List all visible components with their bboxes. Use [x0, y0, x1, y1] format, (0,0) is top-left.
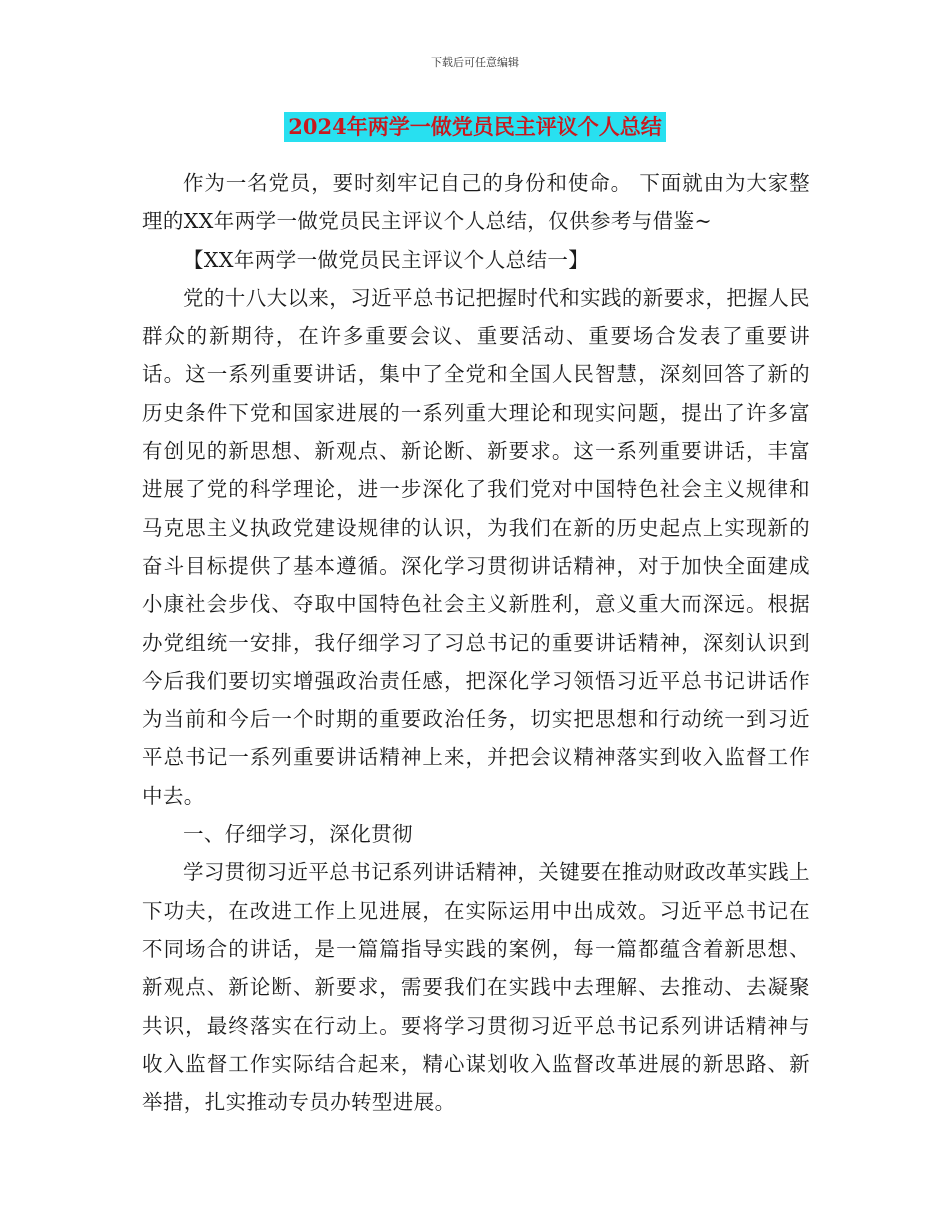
section-heading-1: 【XX年两学一做党员民主评议个人总结一】 — [183, 247, 590, 272]
document-body — [142, 164, 810, 1121]
body-paragraph: 党的十八大以来，习近平总书记把握时代和实践的新要求，把握人民群众的新期待，在许多重要会议、重要活动、重要场合发表了重要讲话。这一系列重要讲话，集中了全党和全国人民智慧，深刻回答了新的历史条件下党和国家进展的一系列重大理论和现实问题，提出了许多富有创见的新思想、新观点、新论断、新要求。这一系列重要讲话，丰富进展了党的科学理论，进一步深化了我们党对中国特色社会主义规律和马克思主义执政党建设规律的认识，为我们在新的历史起点上实现新的奋斗目标提供了基本遵循。深化学习贯彻讲话精神，对于加快全面建成小康社会步伐、夺取中国特色社会主义新胜利，意义重大而深远。根据办党组统一安排，我仔细学习了习总书记的重要讲话精神，深刻认识到今后我们要切实增强政治责任感，把深化学习领悟习近平总书记讲话作为当前和今后一个时期的重要政治任务，切实把思想和行动统一到习近平总书记一系列重要讲话精神上来，并把会议精神落实到收入监督工作中去。 — [142, 285, 810, 808]
document-title: 2024年两学一做党员民主评议个人总结 — [284, 112, 665, 142]
intro-paragraph: 作为一名党员，要时刻牢记自己的身份和使命。 下面就由为大家整理的XX年两学一做党员民主评议个人总结，仅供参考与借鉴~ — [142, 171, 810, 234]
page-header-note: 下载后可任意编辑 — [431, 56, 519, 69]
subsection-heading: 一、仔细学习，深化贯彻 — [183, 822, 413, 847]
title-container — [0, 112, 950, 142]
body-paragraph: 学习贯彻习近平总书记系列讲话精神，关键要在推动财政改革实践上下功夫，在改进工作上见进展，在实际运用中出成效。习近平总书记在不同场合的讲话，是一篇篇指导实践的案例，每一篇都蕴含着新思想、新观点、新论断、新要求，需要我们在实践中去理解、去推动、去凝聚共识，最终落实在行动上。要将学习贯彻习近平总书记系列讲话精神与收入监督工作实际结合起来，精心谋划收入监督改革进展的新思路、新举措，扎实推动专员办转型进展。 — [142, 860, 810, 1115]
